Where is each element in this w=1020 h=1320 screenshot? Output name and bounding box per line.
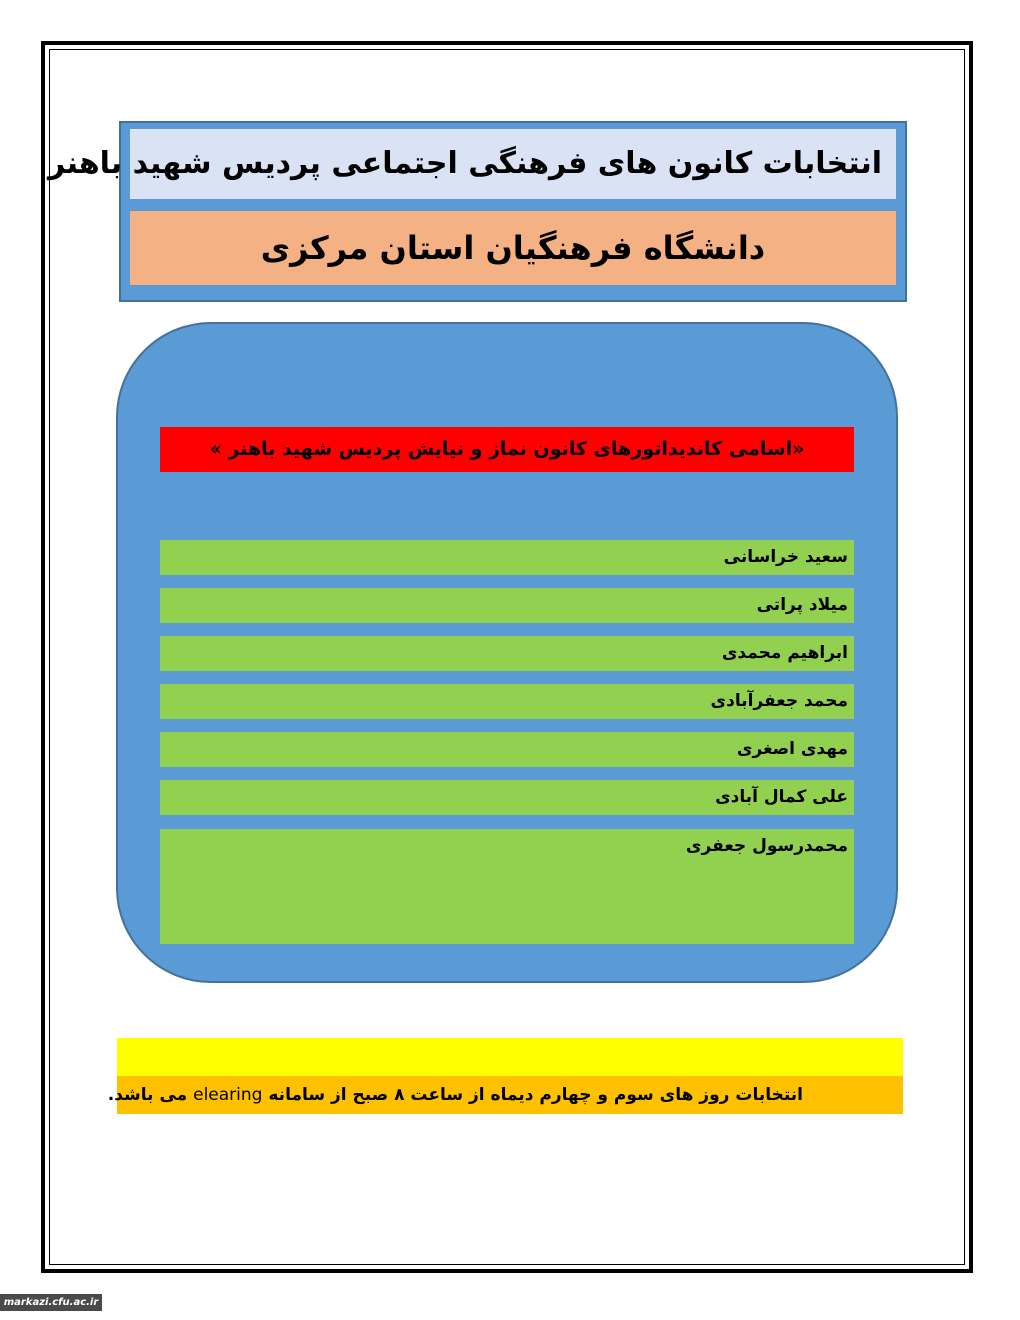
candidates-list-title: «اسامی کاندیداتورهای کانون نماز و نیایش پردیس شهید باهنر » [160, 427, 854, 472]
election-notice [107, 1076, 903, 1114]
candidate-row: سعید خراسانی [160, 540, 854, 575]
site-watermark: markazi.cfu.ac.ir [0, 1294, 102, 1311]
notice-text-before: انتخابات روز های سوم و چهارم دیماه از ساعت ۸ صبح از سامانه [262, 1085, 803, 1105]
notice-band-top [117, 1038, 903, 1076]
candidate-row: محمدرسول جعفری [160, 829, 854, 944]
university-name: دانشگاه فرهنگیان استان مرکزی [130, 211, 896, 285]
candidate-row: ابراهیم محمدی [160, 636, 854, 671]
notice-system-name: elearing [193, 1085, 263, 1105]
header-box [47, 121, 907, 302]
candidate-row: محمد جعفرآبادی [160, 684, 854, 719]
candidate-row: مهدی اصغری [160, 732, 854, 767]
page-title: انتخابات کانون های فرهنگی اجتماعی پردیس شهید باهنر [130, 129, 896, 199]
candidate-row: علی کمال آبادی [160, 780, 854, 815]
candidate-row: میلاد پراتی [160, 588, 854, 623]
notice-text-after: می باشد. [107, 1085, 194, 1105]
